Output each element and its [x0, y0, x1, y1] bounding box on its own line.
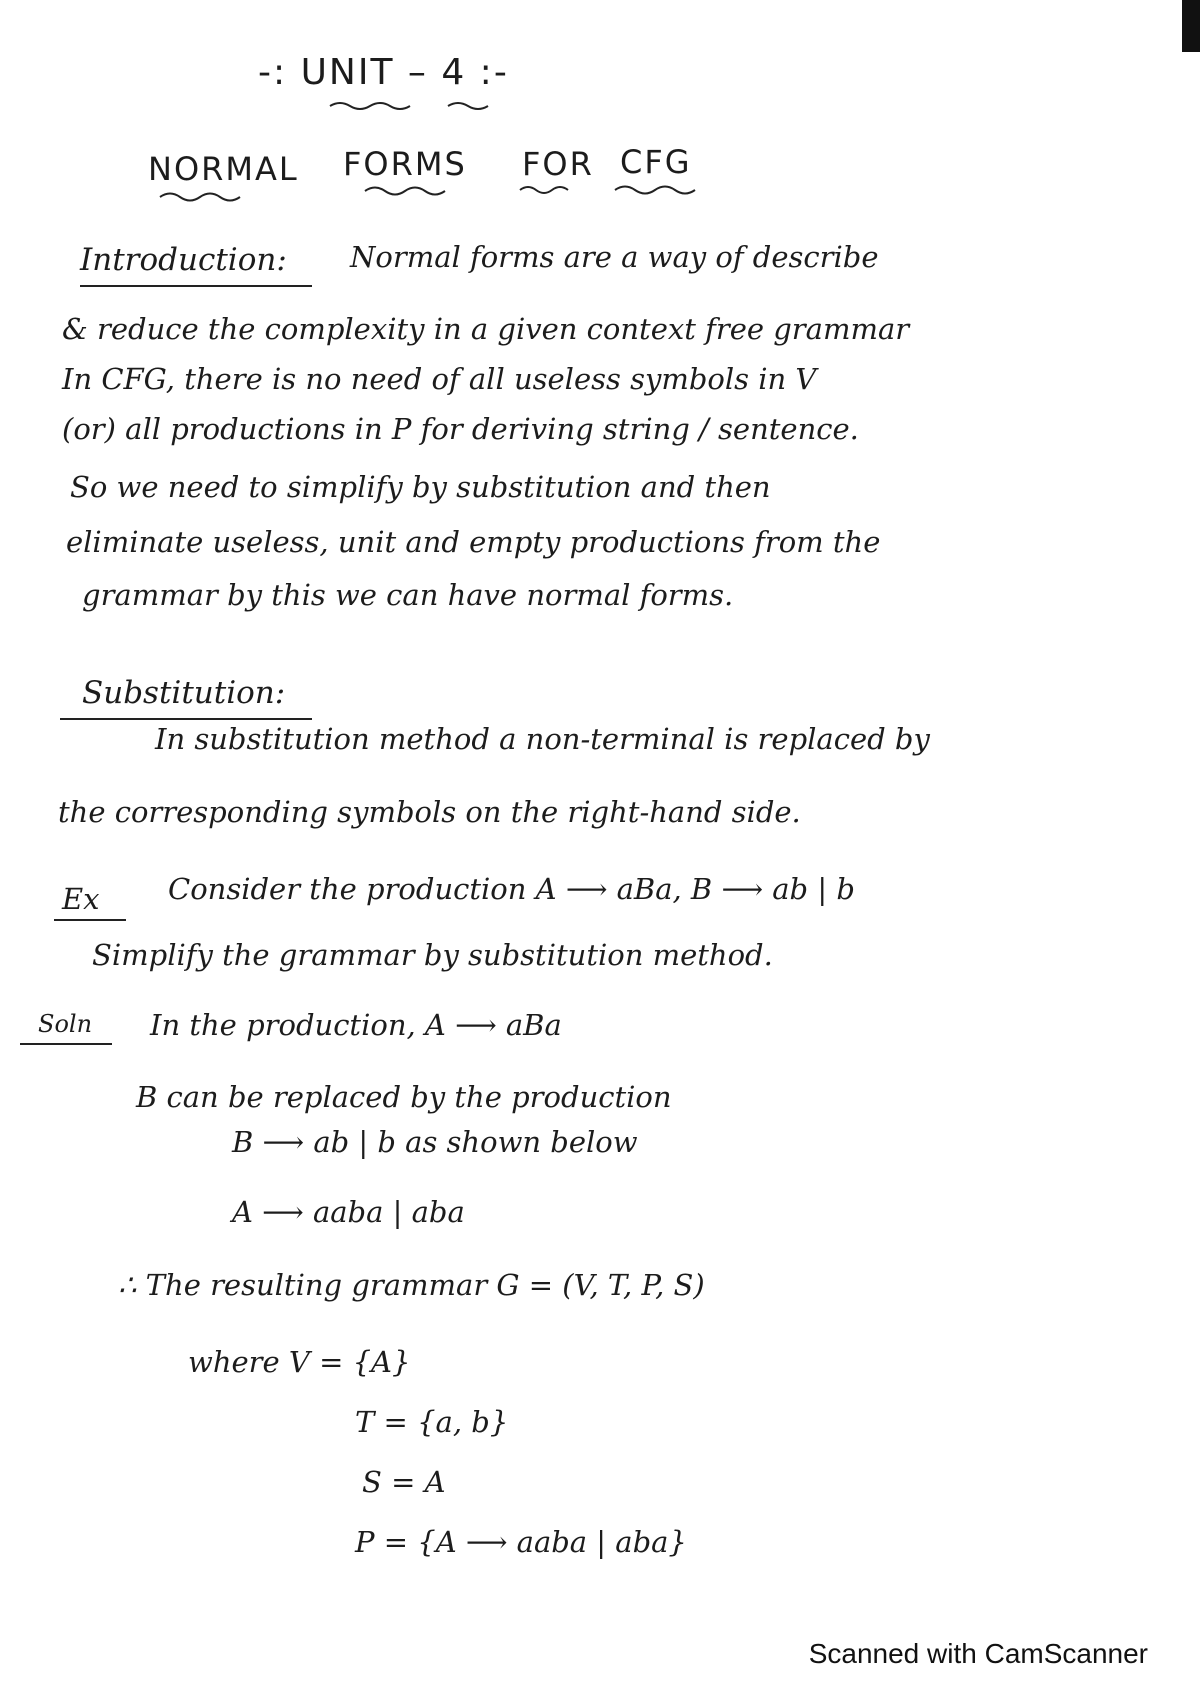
- unit-underline: [328, 98, 508, 114]
- solution-line-6: where V = {A}: [188, 1345, 411, 1379]
- solution-line-7: T = {a, b}: [355, 1405, 509, 1439]
- introduction-underline: [78, 282, 318, 290]
- title-forms: FORMS: [343, 145, 467, 183]
- solution-line-9: P = {A ⟶ aaba | aba}: [355, 1525, 687, 1559]
- title-cfg: CFG: [620, 143, 692, 181]
- solution-line-4: A ⟶ aaba | aba: [232, 1195, 465, 1229]
- introduction-label: Introduction:: [80, 242, 287, 278]
- intro-line-4: (or) all productions in P for deriving string / sentence.: [62, 412, 859, 446]
- example-line-2: Simplify the grammar by substitution method.: [92, 938, 773, 972]
- unit-heading: -: UNIT – 4 :-: [258, 52, 509, 93]
- solution-underline: [18, 1040, 118, 1048]
- substitution-line-2: the corresponding symbols on the right-hand side.: [58, 795, 801, 829]
- substitution-line-1: In substitution method a non-terminal is replaced by: [155, 722, 930, 756]
- substitution-label: Substitution:: [82, 675, 286, 711]
- solution-label: Soln: [38, 1010, 93, 1038]
- title-normal: NORMAL: [148, 150, 299, 188]
- solution-line-8: S = A: [362, 1465, 446, 1499]
- example-label: Ex: [62, 882, 100, 916]
- title-for: FOR: [522, 145, 594, 183]
- intro-line-7: grammar by this we can have normal forms.: [82, 578, 734, 612]
- scan-edge-mark: [1182, 0, 1200, 52]
- intro-line-1: Normal forms are a way of describe: [350, 240, 879, 274]
- solution-line-1: In the production, A ⟶ aBa: [150, 1008, 562, 1042]
- solution-line-5: ∴ The resulting grammar G = (V, T, P, S): [118, 1268, 705, 1302]
- title-underline: [150, 185, 710, 207]
- intro-line-5: So we need to simplify by substitution and then: [70, 470, 771, 504]
- intro-line-2: & reduce the complexity in a given context free grammar: [62, 312, 910, 346]
- scanner-watermark: Scanned with CamScanner: [808, 1638, 1148, 1669]
- solution-line-3: B ⟶ ab | b as shown below: [232, 1125, 638, 1159]
- example-line-1: Consider the production A ⟶ aBa, B ⟶ ab | b: [168, 872, 855, 906]
- solution-line-2: B can be replaced by the production: [136, 1080, 672, 1114]
- intro-line-3: In CFG, there is no need of all useless symbols in V: [62, 362, 817, 396]
- example-underline: [52, 916, 132, 924]
- intro-line-6: eliminate useless, unit and empty productions from the: [66, 525, 881, 559]
